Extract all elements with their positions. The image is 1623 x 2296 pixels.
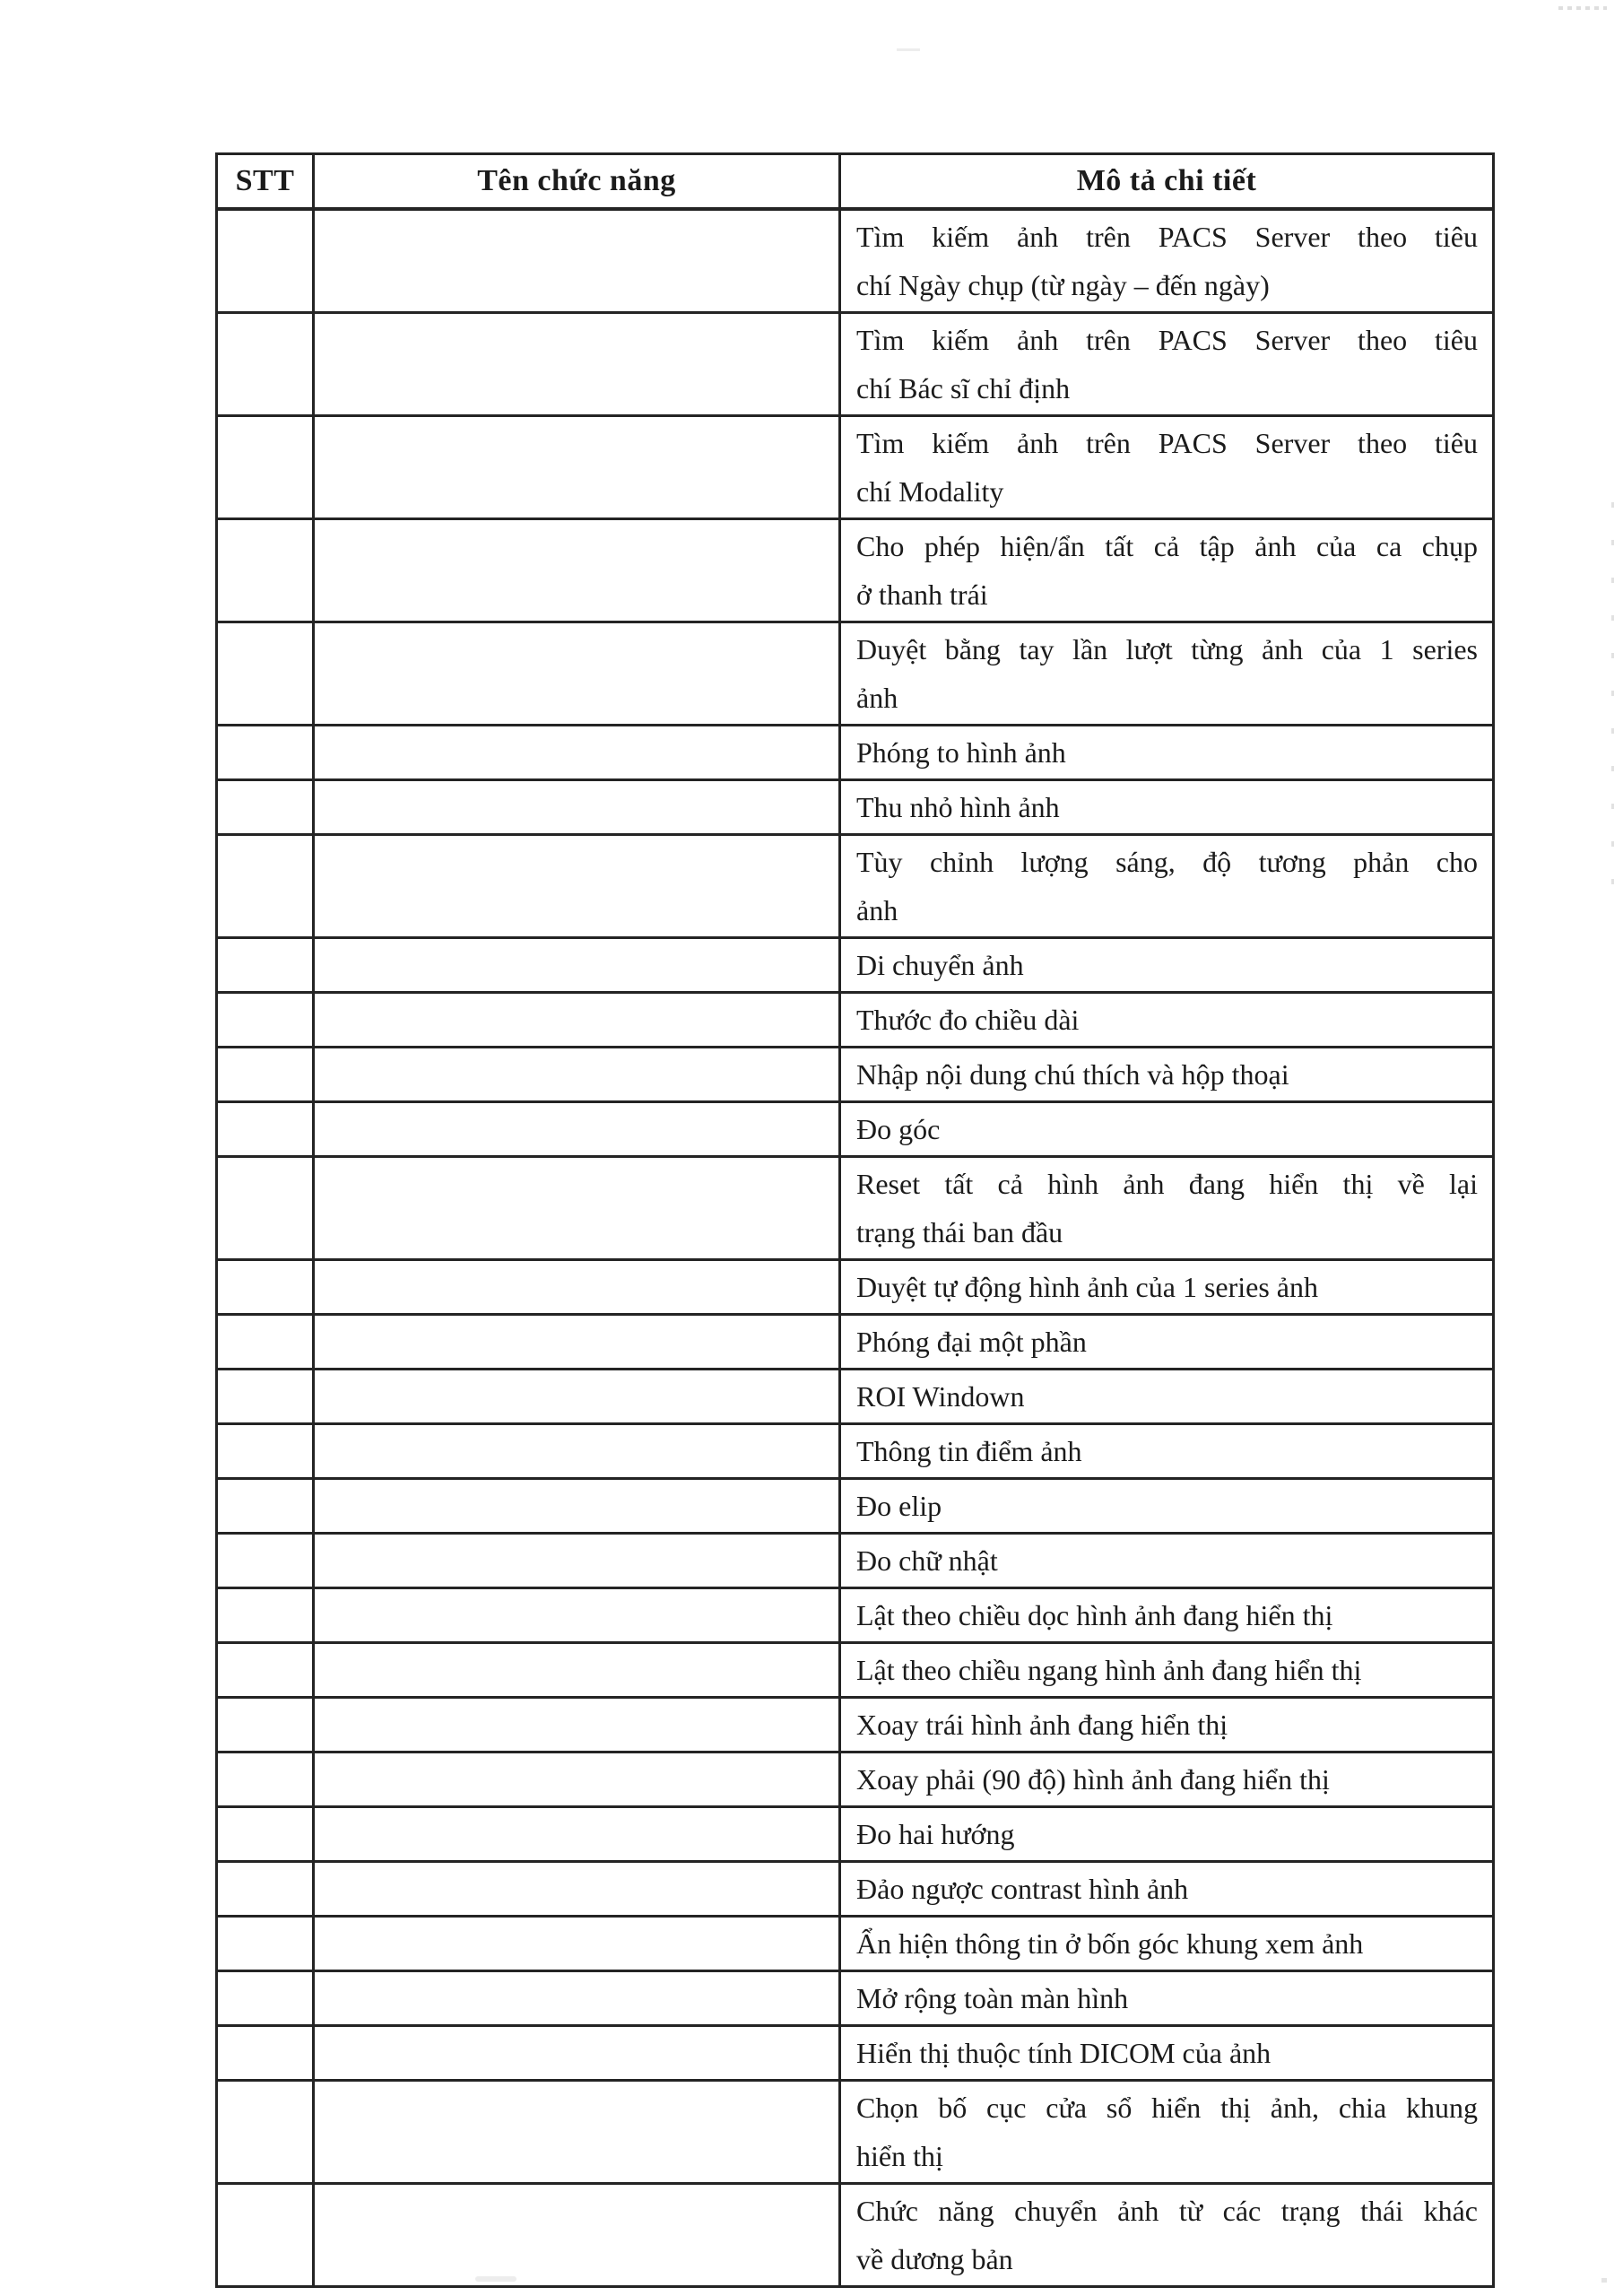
function-name-cell [314, 1157, 840, 1260]
description-cell [840, 1102, 1494, 1157]
function-name-cell [314, 1643, 840, 1698]
description-cell [840, 1534, 1494, 1588]
description-cell [840, 1698, 1494, 1752]
description-line: Duyệt bằng tay lần lượt từng ảnh của 1 series [856, 633, 1478, 665]
description-line: Tìm kiếm ảnh trên PACS Server theo tiêu [856, 324, 1478, 356]
stt-cell [217, 1698, 314, 1752]
table-row [217, 2081, 1494, 2184]
description-line: Xoay trái hình ảnh đang hiển thị [856, 1709, 1228, 1741]
stt-cell [217, 622, 314, 726]
stt-cell [217, 1752, 314, 1807]
table-row [217, 1917, 1494, 1971]
function-name-cell [314, 2184, 840, 2287]
table-row [217, 1370, 1494, 1424]
stt-cell [217, 519, 314, 622]
table-row [217, 1424, 1494, 1479]
stt-cell [217, 1102, 314, 1157]
description-cell [840, 1862, 1494, 1917]
function-name-cell [314, 1917, 840, 1971]
description-cell [840, 1643, 1494, 1698]
description-line: Chọn bố cục cửa sổ hiển thị ảnh, chia khung [856, 2092, 1478, 2124]
description-line: hiển thị [856, 2140, 943, 2172]
function-name-cell [314, 835, 840, 938]
table-row [217, 1752, 1494, 1807]
description-cell [840, 209, 1494, 313]
stt-cell [217, 2081, 314, 2184]
function-name-cell [314, 1588, 840, 1643]
scan-artifact-right-margin [1611, 502, 1614, 915]
description-cell [840, 1752, 1494, 1807]
description-line: Lật theo chiều dọc hình ảnh đang hiển thị [856, 1599, 1333, 1631]
function-name-cell [314, 2081, 840, 2184]
description-line: trạng thái ban đầu [856, 1216, 1063, 1248]
description-line: ROI Windown [856, 1380, 1025, 1413]
description-cell [840, 2026, 1494, 2081]
description-cell [840, 1971, 1494, 2026]
description-line: Xoay phải (90 độ) hình ảnh đang hiển thị [856, 1763, 1330, 1796]
description-line: Đo hai hướng [856, 1818, 1015, 1850]
stt-cell [217, 1534, 314, 1588]
description-cell [840, 1370, 1494, 1424]
table-row [217, 313, 1494, 416]
stt-cell [217, 726, 314, 780]
stt-cell [217, 209, 314, 313]
description-line: chí Modality [856, 475, 1004, 508]
scan-artifact-top-middle [897, 48, 920, 51]
table-row [217, 1048, 1494, 1102]
table-row [217, 209, 1494, 313]
stt-cell [217, 1315, 314, 1370]
function-name-cell [314, 938, 840, 993]
stt-cell [217, 1917, 314, 1971]
stt-cell [217, 1862, 314, 1917]
table-row [217, 1698, 1494, 1752]
stt-cell [217, 993, 314, 1048]
description-cell [840, 1588, 1494, 1643]
table-row [217, 519, 1494, 622]
table-row [217, 1971, 1494, 2026]
stt-cell [217, 1424, 314, 1479]
function-name-cell [314, 1698, 840, 1752]
description-cell [840, 1260, 1494, 1315]
description-line: Đảo ngược contrast hình ảnh [856, 1873, 1189, 1905]
stt-cell [217, 1807, 314, 1862]
function-name-cell [314, 1424, 840, 1479]
table-row [217, 1588, 1494, 1643]
description-line: Mở rộng toàn màn hình [856, 1982, 1129, 2014]
table-row [217, 1479, 1494, 1534]
description-line: ở thanh trái [856, 578, 988, 611]
stt-cell [217, 1588, 314, 1643]
function-name-cell [314, 993, 840, 1048]
table-row [217, 1534, 1494, 1588]
table-row [217, 1643, 1494, 1698]
function-name-cell [314, 1479, 840, 1534]
description-cell [840, 519, 1494, 622]
description-cell [840, 780, 1494, 835]
description-line: chí Bác sĩ chỉ định [856, 372, 1071, 404]
header-stt: STT [217, 154, 314, 210]
description-cell [840, 1315, 1494, 1370]
function-name-cell [314, 1102, 840, 1157]
function-name-cell [314, 726, 840, 780]
function-name-cell [314, 1971, 840, 2026]
stt-cell [217, 313, 314, 416]
description-line: Thước đo chiều dài [856, 1004, 1080, 1036]
description-cell [840, 416, 1494, 519]
function-name-cell [314, 1315, 840, 1370]
description-cell [840, 1424, 1494, 1479]
stt-cell [217, 1157, 314, 1260]
description-cell [840, 2081, 1494, 2184]
table-row [217, 780, 1494, 835]
table-row [217, 1260, 1494, 1315]
function-name-cell [314, 1807, 840, 1862]
description-line: Phóng đại một phần [856, 1326, 1087, 1358]
table-row [217, 1157, 1494, 1260]
function-name-cell [314, 1862, 840, 1917]
table-row [217, 1102, 1494, 1157]
description-line: Cho phép hiện/ẩn tất cả tập ảnh của ca chụp [856, 530, 1478, 562]
header-description: Mô tả chi tiết [840, 154, 1494, 210]
description-line: Thông tin điểm ảnh [856, 1435, 1082, 1467]
table-row [217, 2184, 1494, 2287]
function-name-cell [314, 622, 840, 726]
table-row [217, 938, 1494, 993]
table-row [217, 416, 1494, 519]
function-name-cell [314, 1752, 840, 1807]
function-name-cell [314, 1534, 840, 1588]
table-header-row [217, 154, 1494, 210]
function-name-cell [314, 416, 840, 519]
description-line: Đo góc [856, 1113, 941, 1145]
stt-cell [217, 2026, 314, 2081]
table-row [217, 993, 1494, 1048]
function-name-cell [314, 1260, 840, 1315]
description-line: Phóng to hình ảnh [856, 736, 1066, 769]
description-cell [840, 993, 1494, 1048]
table-row [217, 835, 1494, 938]
description-cell [840, 1807, 1494, 1862]
description-cell [840, 835, 1494, 938]
function-name-cell [314, 780, 840, 835]
description-cell [840, 2184, 1494, 2287]
stt-cell [217, 1479, 314, 1534]
description-line: ảnh [856, 682, 898, 714]
scan-artifact-bottom-right [1601, 2278, 1607, 2283]
description-line: Tùy chỉnh lượng sáng, độ tương phản cho [856, 846, 1478, 878]
stt-cell [217, 416, 314, 519]
stt-cell [217, 780, 314, 835]
function-name-cell [314, 313, 840, 416]
stt-cell [217, 1370, 314, 1424]
stt-cell [217, 2184, 314, 2287]
description-cell [840, 1917, 1494, 1971]
stt-cell [217, 938, 314, 993]
description-line: Đo elip [856, 1490, 942, 1522]
description-line: Tìm kiếm ảnh trên PACS Server theo tiêu [856, 427, 1478, 459]
scan-artifact-top-right [1558, 6, 1607, 10]
function-name-cell [314, 1048, 840, 1102]
description-cell [840, 313, 1494, 416]
header-function-name: Tên chức năng [314, 154, 840, 210]
functions-table [215, 152, 1495, 2288]
stt-cell [217, 1048, 314, 1102]
function-name-cell [314, 519, 840, 622]
description-line: Ẩn hiện thông tin ở bốn góc khung xem ảnh [856, 1927, 1364, 1960]
description-line: Lật theo chiều ngang hình ảnh đang hiển thị [856, 1654, 1362, 1686]
description-line: Reset tất cả hình ảnh đang hiển thị về lại [856, 1168, 1478, 1200]
description-line: ảnh [856, 894, 898, 926]
description-cell [840, 1157, 1494, 1260]
stt-cell [217, 1643, 314, 1698]
stt-cell [217, 1260, 314, 1315]
table-row [217, 1807, 1494, 1862]
table-row [217, 1862, 1494, 1917]
function-name-cell [314, 209, 840, 313]
table-row [217, 2026, 1494, 2081]
stt-cell [217, 1971, 314, 2026]
stt-cell [217, 835, 314, 938]
table-body [217, 209, 1494, 2287]
description-line: Hiển thị thuộc tính DICOM của ảnh [856, 2037, 1271, 2069]
description-cell [840, 938, 1494, 993]
description-line: chí Ngày chụp (từ ngày – đến ngày) [856, 269, 1270, 301]
description-line: Thu nhỏ hình ảnh [856, 791, 1060, 823]
function-name-cell [314, 1370, 840, 1424]
description-line: Nhập nội dung chú thích và hộp thoại [856, 1058, 1289, 1091]
description-line: Di chuyển ảnh [856, 949, 1024, 981]
description-line: Chức năng chuyển ảnh từ các trạng thái khác [856, 2195, 1478, 2227]
description-cell [840, 1048, 1494, 1102]
table-row [217, 622, 1494, 726]
description-cell [840, 726, 1494, 780]
description-line: Duyệt tự động hình ảnh của 1 series ảnh [856, 1271, 1318, 1303]
table-row [217, 1315, 1494, 1370]
function-name-cell [314, 2026, 840, 2081]
description-cell [840, 1479, 1494, 1534]
table-row [217, 726, 1494, 780]
description-line: về dương bản [856, 2243, 1013, 2275]
description-cell [840, 622, 1494, 726]
description-line: Tìm kiếm ảnh trên PACS Server theo tiêu [856, 221, 1478, 253]
description-line: Đo chữ nhật [856, 1544, 998, 1577]
